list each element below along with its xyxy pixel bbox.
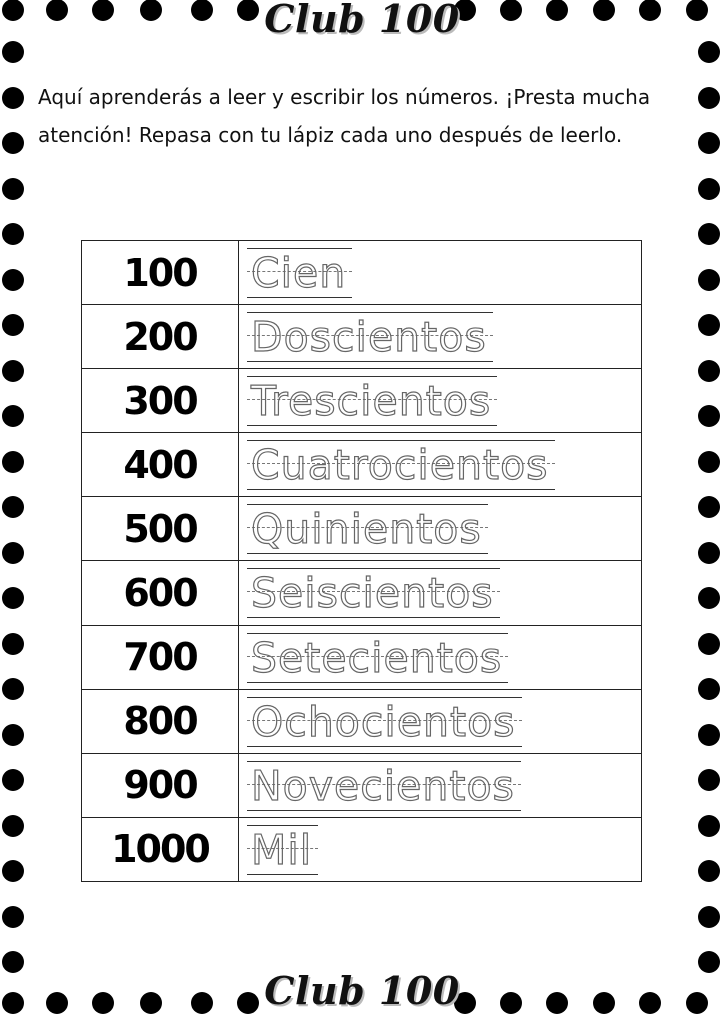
border-dot: [2, 815, 24, 837]
traceable-word: Cuatrocientos: [251, 441, 549, 490]
table-row: [82, 497, 642, 561]
border-dot: [2, 223, 24, 245]
tracing-cell[interactable]: [239, 753, 642, 817]
tracing-guide-lines: [247, 696, 522, 748]
border-dot: [2, 405, 24, 427]
tracing-cell[interactable]: [239, 817, 642, 881]
border-dot: [698, 587, 720, 609]
tracing-cell[interactable]: [239, 241, 642, 305]
tracing-guide-lines: [247, 760, 521, 812]
page-title: Club 100: [264, 0, 460, 41]
border-dot: [2, 132, 24, 154]
border-dot: [2, 314, 24, 336]
number-cell: 200: [82, 305, 239, 369]
table-row: [82, 433, 642, 497]
numbers-table: [81, 240, 642, 882]
border-dot: [2, 769, 24, 791]
border-dot: [698, 906, 720, 928]
border-dot: [698, 542, 720, 564]
number-cell: 400: [82, 433, 239, 497]
traceable-word: Ochocientos: [251, 697, 516, 746]
border-dot: [2, 587, 24, 609]
border-dot: [2, 542, 24, 564]
tracing-cell[interactable]: [239, 305, 642, 369]
number-cell: 900: [82, 753, 239, 817]
table-row: [82, 241, 642, 305]
table-row: [82, 561, 642, 625]
border-dot: [698, 678, 720, 700]
number-cell: 300: [82, 369, 239, 433]
traceable-word: Mil: [251, 825, 313, 874]
border-dot: [698, 360, 720, 382]
border-dot: [698, 496, 720, 518]
tracing-cell[interactable]: [239, 497, 642, 561]
border-dot: [698, 724, 720, 746]
table-row: [82, 817, 642, 881]
traceable-word: Quinientos: [251, 505, 482, 554]
border-dot: [2, 496, 24, 518]
border-dot: [2, 41, 24, 63]
traceable-word: Doscientos: [251, 313, 487, 362]
border-dot: [698, 451, 720, 473]
border-dot: [2, 860, 24, 882]
border-dot: [2, 451, 24, 473]
border-dot: [698, 132, 720, 154]
border-dot: [2, 87, 24, 109]
number-cell: 1000: [82, 817, 239, 881]
instructions-text: Aquí aprenderás a leer y escribir los números. ¡Presta mucha atención! Repasa con tu lápiz cada uno después de leerlo.: [38, 85, 651, 147]
tracing-guide-lines: [247, 247, 352, 299]
tracing-guide-lines: [247, 824, 318, 876]
traceable-word: Setecientos: [251, 633, 503, 682]
border-dot: [2, 633, 24, 655]
border-dot: [698, 815, 720, 837]
border-dot: [2, 269, 24, 291]
border-dot: [698, 633, 720, 655]
table-row: [82, 753, 642, 817]
tracing-guide-lines: [247, 311, 493, 363]
border-dot: [698, 269, 720, 291]
number-cell: 700: [82, 625, 239, 689]
border-dot: [698, 87, 720, 109]
tracing-guide-lines: [247, 439, 555, 491]
border-dot: [2, 724, 24, 746]
number-cell: 100: [82, 241, 239, 305]
border-dot: [698, 314, 720, 336]
table-row: [82, 689, 642, 753]
tracing-guide-lines: [247, 503, 488, 555]
border-dot: [698, 860, 720, 882]
border-dot: [2, 178, 24, 200]
border-dot: [698, 41, 720, 63]
border-dot: [2, 360, 24, 382]
border-dot: [2, 678, 24, 700]
traceable-word: Seiscientos: [251, 569, 494, 618]
tracing-cell[interactable]: [239, 561, 642, 625]
traceable-word: Novecientos: [251, 761, 515, 810]
footer-title: Club 100: [264, 968, 460, 1013]
number-cell: 800: [82, 689, 239, 753]
border-dot: [698, 178, 720, 200]
traceable-word: Trescientos: [251, 377, 492, 426]
table-row: [82, 305, 642, 369]
number-cell: 500: [82, 497, 239, 561]
border-dot: [698, 405, 720, 427]
border-dot: [698, 769, 720, 791]
tracing-guide-lines: [247, 632, 508, 684]
border-dot: [698, 223, 720, 245]
tracing-guide-lines: [247, 567, 500, 619]
traceable-word: Cien: [251, 249, 347, 297]
tracing-guide-lines: [247, 375, 497, 427]
tracing-cell[interactable]: [239, 369, 642, 433]
tracing-cell[interactable]: [239, 433, 642, 497]
tracing-cell[interactable]: [239, 625, 642, 689]
table-row: [82, 369, 642, 433]
border-dot: [2, 906, 24, 928]
number-cell: 600: [82, 561, 239, 625]
table-row: [82, 625, 642, 689]
tracing-cell[interactable]: [239, 689, 642, 753]
